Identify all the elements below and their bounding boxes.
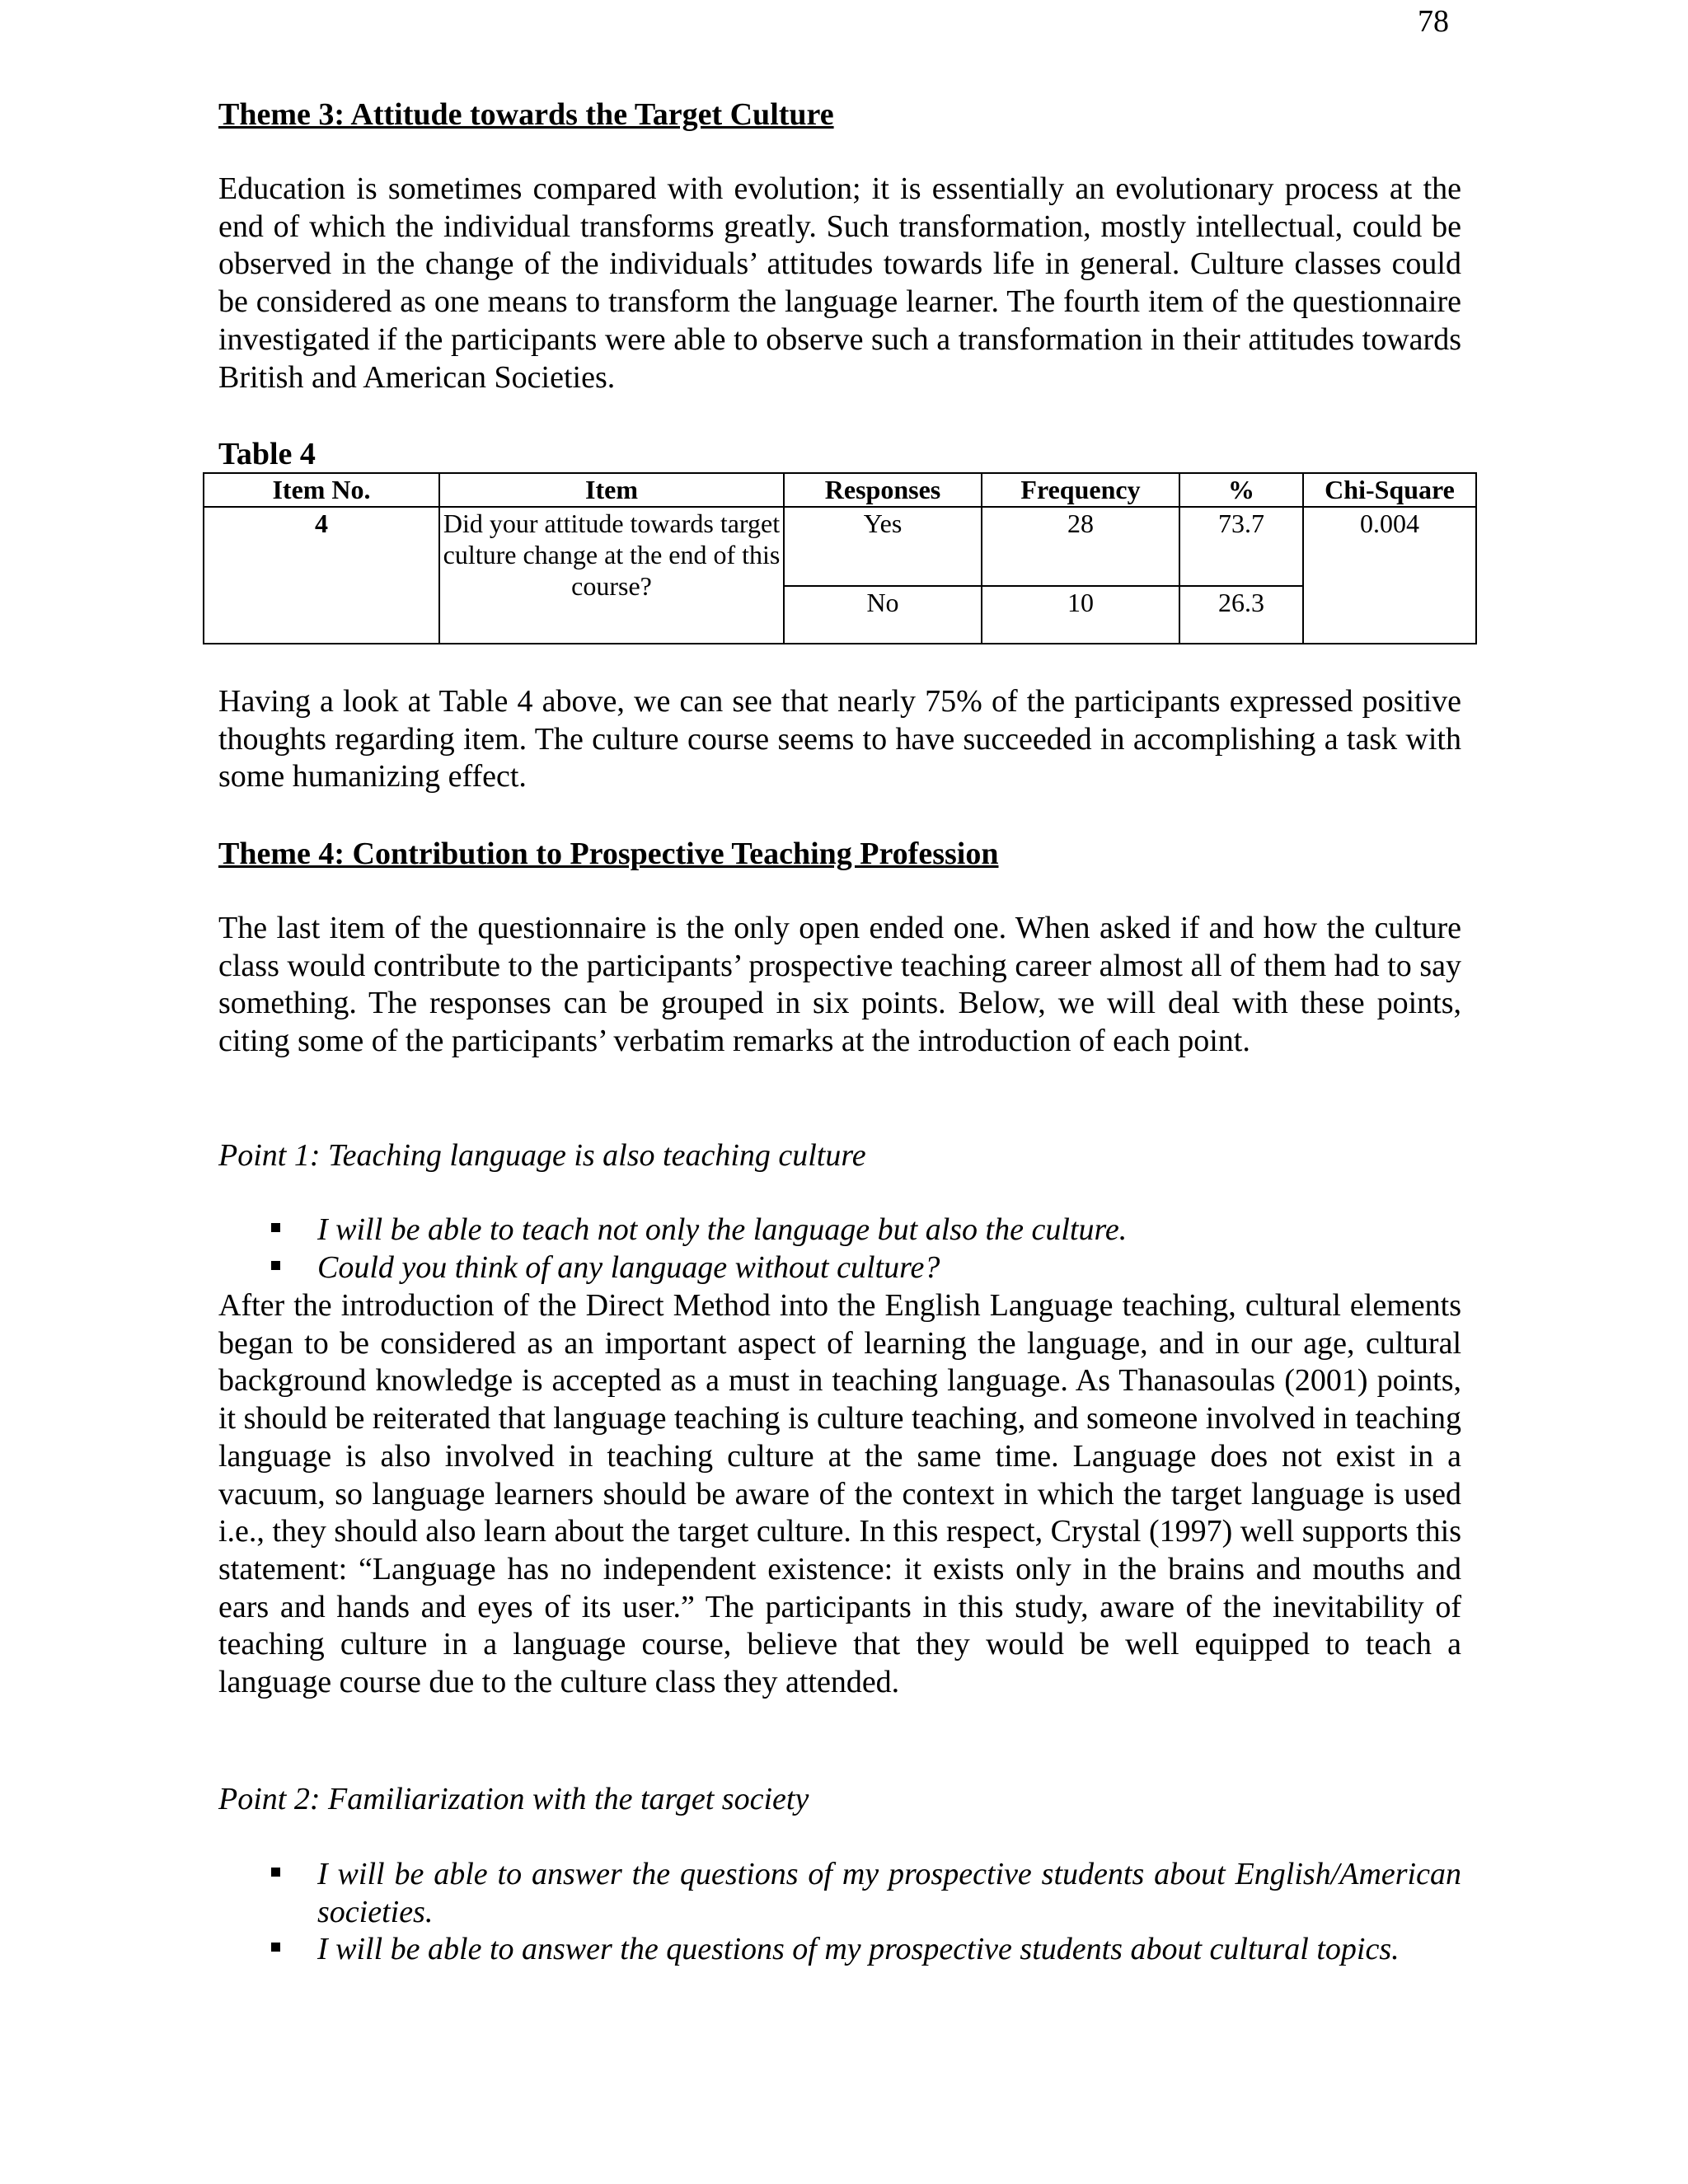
item-text-cell: Did your attitude towards target culture change at the end of this course?	[439, 507, 784, 644]
frequency-cell: 28	[982, 507, 1179, 586]
page-number: 78	[1418, 4, 1449, 39]
theme-3-heading: Theme 3: Attitude towards the Target Culture	[218, 97, 834, 132]
theme-4-paragraph: The last item of the questionnaire is the only open ended one. When asked if and how the culture class would contribute to the participants’ prospective teaching career almost all of them had to say something. The responses can be grouped in six points. Below, we will deal with these points, citing some of the participants’ verbatim remarks at the introduction of each point.	[218, 911, 1461, 1059]
list-item	[218, 1212, 1461, 1249]
item-no-cell: 4	[204, 507, 439, 644]
bullet-text: Could you think of any language without culture?	[317, 1249, 940, 1285]
point-2-bullets	[218, 1856, 1461, 1969]
theme-3-paragraph: Education is sometimes compared with evolution; it is essentially an evolutionary process at the end of which the individual transforms greatly. Such transformation, mostly intellectual, could be observed in the change of the individuals’ attitudes towards life in general. Culture classes could be considered as one means to transform the language learner. The fourth item of the questionnaire investigated if the participants were able to observe such a transformation in their attitudes towards British and American Societies.	[218, 171, 1461, 395]
list-item	[218, 1856, 1461, 1931]
point-2-title: Point 2: Familiarization with the target society	[218, 1782, 809, 1816]
list-item	[218, 1249, 1461, 1287]
list-item	[218, 1931, 1461, 1969]
percent-cell: 26.3	[1179, 586, 1303, 644]
theme-4-heading: Theme 4: Contribution to Prospective Teaching Profession	[218, 837, 999, 871]
point-1-paragraph: After the introduction of the Direct Method into the English Language teaching, cultural elements began to be considered as an important aspect of learning the language, and in our age, cultural background knowledge is accepted as a must in teaching language. As Thanasoulas (2001) points, it should be reiterated that language teaching is culture teaching, and someone involved in teaching language is also involved in teaching culture at the same time. Language does not exist in a vacuum, so language learners should be aware of the context in which the target language is used i.e., they should also learn about the target culture. In this respect, Crystal (1997) well supports this statement: “Language has no independent existence: it exists only in the brains and mouths and ears and hands and eyes of its user.” The participants in this study, aware of the inevitability of teaching culture in a language course, believe that they would be well equipped to teach a language course due to the culture class they attended.	[218, 1288, 1461, 1700]
point-1-bullets	[218, 1212, 1461, 1286]
square-bullet-icon	[271, 1223, 280, 1232]
header-frequency: Frequency	[982, 473, 1179, 507]
square-bullet-icon	[271, 1943, 280, 1952]
bullet-text: I will be able to answer the questions of my prospective students about English/American societies.	[317, 1857, 1461, 1929]
header-percent: %	[1179, 473, 1303, 507]
response-cell: Yes	[784, 507, 982, 586]
square-bullet-icon	[271, 1261, 280, 1270]
chi-square-cell: 0.004	[1303, 507, 1476, 644]
results-table	[203, 472, 1477, 644]
table-header-row	[204, 473, 1476, 507]
table-row	[204, 507, 1476, 586]
bullet-text: I will be able to teach not only the language but also the culture.	[317, 1212, 1128, 1247]
header-chi-square: Chi-Square	[1303, 473, 1476, 507]
header-item-no: Item No.	[204, 473, 439, 507]
percent-cell: 73.7	[1179, 507, 1303, 586]
table-discussion-paragraph: Having a look at Table 4 above, we can see that nearly 75% of the participants expressed positive thoughts regarding item. The culture course seems to have succeeded in accomplishing a task with some humanizing effect.	[218, 684, 1461, 794]
point-1-title: Point 1: Teaching language is also teaching culture	[218, 1138, 866, 1173]
square-bullet-icon	[271, 1868, 280, 1877]
header-item: Item	[439, 473, 784, 507]
table-label: Table 4	[218, 437, 316, 471]
header-responses: Responses	[784, 473, 982, 507]
response-cell: No	[784, 586, 982, 644]
frequency-cell: 10	[982, 586, 1179, 644]
bullet-text: I will be able to answer the questions of my prospective students about cultural topics.	[317, 1932, 1400, 1967]
